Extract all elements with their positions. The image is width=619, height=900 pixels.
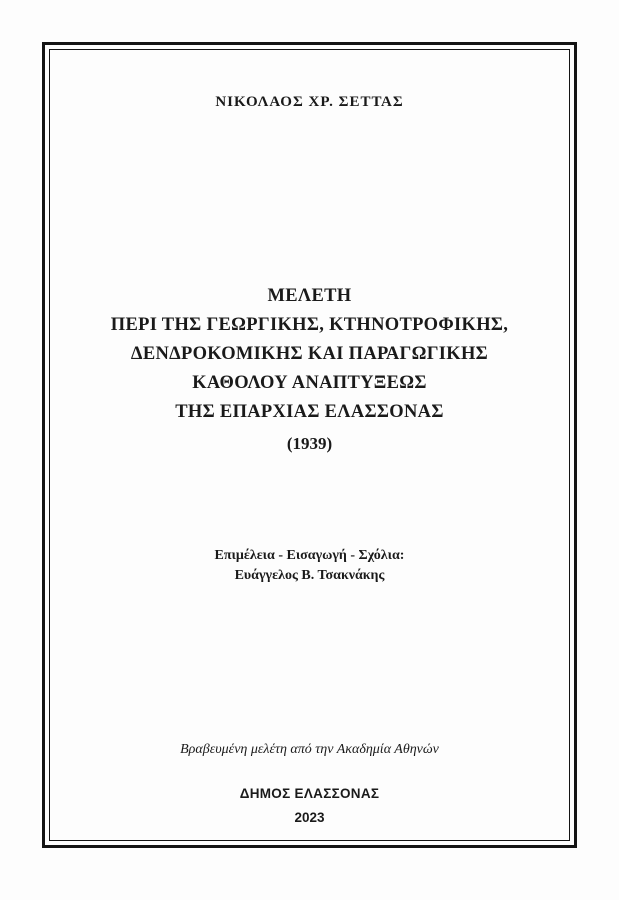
award-note: Βραβευμένη μελέτη από την Ακαδημία Αθηνών	[180, 742, 439, 757]
title-line-5: ΤΗΣ ΕΠΑΡΧΙΑΣ ΕΛΑΣΣΟΝΑΣ	[175, 402, 444, 422]
original-year: (1939)	[286, 434, 333, 453]
editor-credit-label: Επιμέλεια - Εισαγωγή - Σχόλια:	[214, 548, 405, 563]
editor-name: Ευάγγελος Β. Τσακνάκης	[234, 568, 385, 583]
title-line-2: ΠΕΡΙ ΤΗΣ ΓΕΩΡΓΙΚΗΣ, ΚΤΗΝΟΤΡΟΦΙΚΗΣ,	[110, 315, 509, 335]
title-line-4: ΚΑΘΟΛΟΥ ΑΝΑΠΤΥΞΕΩΣ	[192, 373, 427, 393]
publication-year: 2023	[294, 810, 325, 825]
publisher-name: ΔΗΜΟΣ ΕΛΑΣΣΟΝΑΣ	[239, 786, 380, 801]
title-line-1: ΜΕΛΕΤΗ	[267, 286, 352, 306]
title-line-3: ΔΕΝΔΡΟΚΟΜΙΚΗΣ ΚΑΙ ΠΑΡΑΓΩΓΙΚΗΣ	[130, 344, 489, 364]
author-name: ΝΙΚΟΛΑΟΣ ΧΡ. ΣΕΤΤΑΣ	[215, 94, 404, 110]
